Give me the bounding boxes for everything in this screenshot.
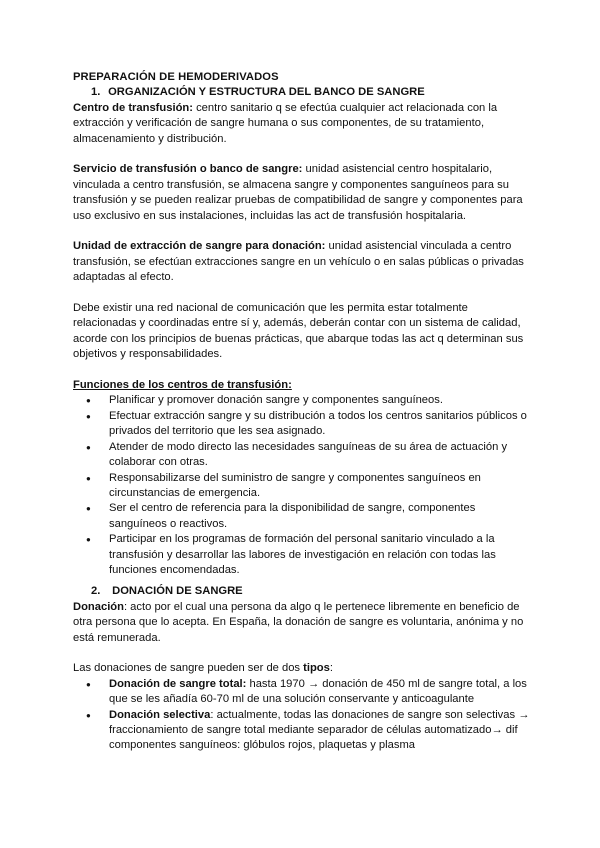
text-centro-transfusion: centro sanitario q se efectúa cualquier act relacionada con la extracción y verificación de sangre humana o sus componentes, de su tratamiento, almacenamiento y distribución.	[73, 101, 498, 145]
term-donacion-selectiva: Donación selectiva	[109, 708, 211, 721]
text-unidad-extraccion: unidad asistencial vinculada a centro transfusión, se efectúan extracciones sangre en un vehículo o en salas públicas o privadas adaptadas al efecto.	[73, 240, 524, 284]
types-list	[73, 677, 533, 754]
term-donacion: Donación	[73, 600, 124, 613]
text-tipos-pre: Las donaciones de sangre pueden ser de dos	[73, 662, 304, 675]
functions-heading: Funciones de los centros de transfusión:	[73, 379, 292, 392]
spacer	[73, 224, 533, 239]
list-item	[73, 708, 533, 754]
list-item	[73, 677, 533, 708]
list-item: ● Ser el centro de referencia para la disponibilidad de sangre, componentes sanguíneos o reactivos.	[73, 501, 533, 532]
list-item: ● Participar en los programas de formación del personal sanitario vinculado a la transfusión y desarrollar las labores de investigación en relación con todas las funciones encomendadas.	[73, 532, 533, 578]
spacer	[73, 363, 533, 378]
term-centro-transfusion: Centro de transfusión:	[73, 101, 193, 114]
text-donacion: : acto por el cual una persona da algo q le pertenece libremente en beneficio de otra persona que lo acepta. En España, la donación de sangre es voluntaria, anónima y no está remunerada.	[73, 600, 524, 644]
section-1-heading	[73, 85, 533, 100]
text-donacion-total: hasta 1970 → donación de 450 ml de sangre total, a los que se les añadía 60-70 ml de una solución conservante y anticoagulante	[109, 677, 527, 706]
paragraph-unidad-extraccion	[73, 239, 533, 285]
paragraph-servicio-transfusion	[73, 162, 533, 224]
term-tipos: tipos	[303, 662, 330, 675]
list-item: ● Planificar y promover donación sangre y componentes sanguíneos.	[73, 393, 533, 408]
paragraph-tipos	[73, 661, 533, 676]
functions-list	[73, 393, 533, 578]
section-2-heading	[73, 584, 533, 599]
text-tipos-post: :	[329, 662, 333, 675]
paragraph-donacion	[73, 600, 533, 646]
text-donacion-selectiva: : actualmente, todas las donaciones de sangre son selectivas → fraccionamiento de sangre total mediante separador de células automatizado→ dif componentes sanguíneos: glóbulos rojos, plaquetas y plasma	[109, 708, 530, 752]
list-item: ● Atender de modo directo las necesidades sanguíneas de su área de actuación y colaborar con otras.	[73, 440, 533, 471]
term-donacion-total: Donación de sangre total:	[109, 677, 247, 690]
term-unidad-extraccion: Unidad de extracción de sangre para donación:	[73, 240, 326, 253]
section-2-title: DONACIÓN DE SANGRE	[112, 585, 243, 598]
paragraph-centro-transfusion	[73, 101, 533, 147]
list-item: ● Responsabilizarse del suministro de sangre y componentes sanguíneos en circunstancias de emergencia.	[73, 471, 533, 502]
list-item: ● Efectuar extracción sangre y su distribución a todos los centros sanitarios públicos o privados del territorio que les sea asignado.	[73, 409, 533, 440]
spacer	[73, 646, 533, 661]
section-1-number: 1.	[91, 86, 101, 99]
term-servicio-transfusion: Servicio de transfusión o banco de sangre:	[73, 163, 303, 176]
document-body	[73, 70, 533, 754]
section-1-title: ORGANIZACIÓN Y ESTRUCTURA DEL BANCO DE SANGRE	[108, 86, 425, 99]
spacer	[73, 286, 533, 301]
document-title: PREPARACIÓN DE HEMODERIVADOS	[73, 71, 279, 83]
text-servicio-transfusion: unidad asistencial centro hospitalario, vinculada a centro transfusión, se almacena sangre y componentes sanguíneos para su transfusión y se pueden realizar pruebas de compatibilidad de sangre y componentes para uso exclusivo en sus instalaciones, incluidas las act de transfusión hospitalaria.	[73, 163, 523, 222]
section-2-number: 2.	[91, 585, 101, 598]
spacer	[73, 147, 533, 162]
paragraph-red-nacional: Debe existir una red nacional de comunicación que les permita estar totalmente relacionadas y coordinadas entre sí y, además, deberán contar con un sistema de calidad, acorde con los principios de buenas prácticas, que abarque todas las act q determinan sus objetivos y responsabilidades.	[73, 302, 524, 361]
